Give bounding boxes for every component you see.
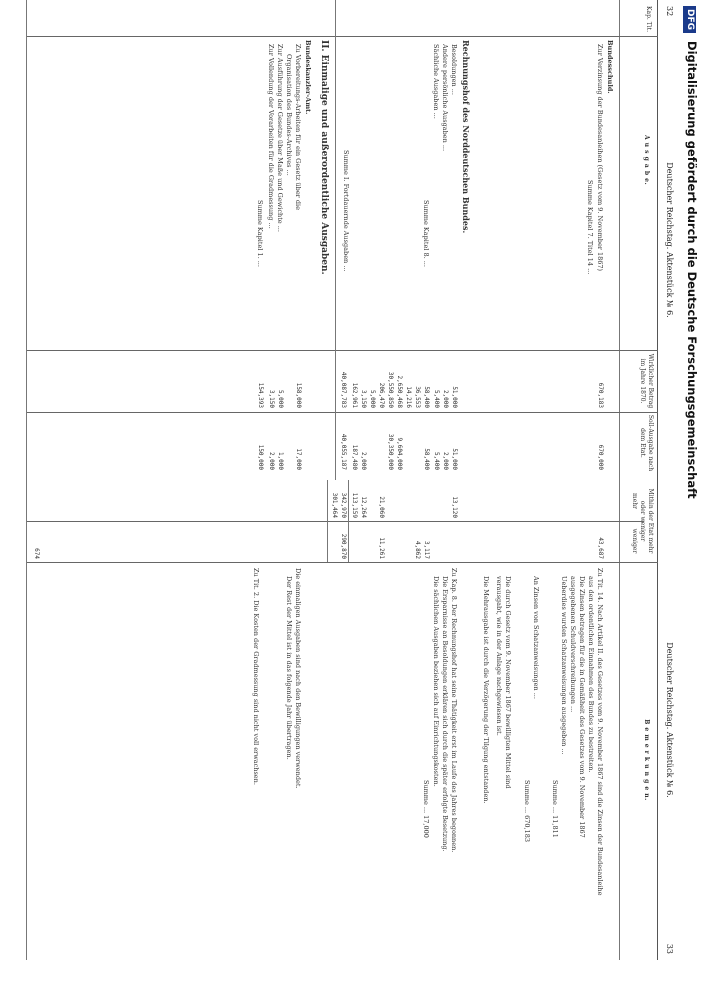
left-line: Bundeskanzler-Amt. (304, 40, 312, 115)
amount-weniger: 11,261 (378, 537, 385, 559)
col-head-weniger: weniger (631, 528, 638, 554)
right-line: Die sächlichen Ausgaben beziehen sich auf Einrichtungskosten. (432, 576, 440, 787)
right-col-divider-2 (26, 562, 658, 563)
left-line: Sächliche Ausgaben ... (432, 44, 440, 119)
left-line: Zu Vorbereitungs-Arbeiten für ein Gesetz über die (294, 44, 302, 210)
amount-mehr: 13,120 (451, 496, 458, 518)
left-line: Summe Kapitel 8. ... (422, 200, 430, 267)
amount-1870: 58,400 (423, 386, 430, 408)
amount-soll: 51,000 (451, 448, 458, 470)
col-head-bemerkungen: B e m e r k u n g e n. (643, 719, 650, 801)
watermark-text: Digitalisierung gefördert durch die Deutsche Forschungsgemeinschaft (685, 41, 699, 499)
amount-mehr: 113,159 (351, 492, 358, 518)
col-head-betrag-1870: Wirklicher Betrag im Jahre 1870. (639, 353, 654, 409)
amount-1870: 14,216 (405, 386, 412, 408)
right-line: Zu Tit. 2. Die Kosten der Gradmessung sind nicht voll erwachsen. (252, 568, 260, 785)
amount-weniger: 43,687 (597, 537, 604, 559)
left-line: Summe I. Fortdauernde Ausgaben ... (342, 150, 350, 272)
amount-1870: 30,550,850 (387, 371, 394, 408)
amount-mehr: 342,970 (340, 492, 347, 518)
amount-soll: 1,000 (277, 451, 284, 470)
amount-1870: 154,393 (257, 382, 264, 408)
left-summary-rule (335, 0, 336, 480)
amount-soll: 9,604,000 (396, 437, 403, 470)
right-line: Der Rest der Mittel ist in das folgende Jahr übertragen. (285, 576, 293, 760)
left-page (0, 0, 680, 480)
col-head-mehr-weniger: Mithin der Etat mehr oder weniger (639, 488, 654, 554)
left-line: Zur Verzinsung der Bundesanleihen (Gesetz vom 9. November 1867) (596, 44, 604, 272)
amount-mehr: 12,264 (360, 496, 367, 518)
right-line: Summe ... 670,183 (523, 780, 531, 843)
left-col-divider-1 (26, 36, 658, 37)
amount-1870: 5,400 (433, 389, 440, 408)
col-head-kap-tit: Kap. Tit. (645, 6, 652, 32)
left-line: Summe Kapitel 7. Titel 14 ... (586, 180, 594, 275)
right-page-title: Deutscher Reichstag. Aktenstück № 6. (665, 642, 674, 798)
left-col-divider-3 (26, 412, 658, 413)
left-line: Zur Vollendung der Vorarbeiten für die Gradmessung ... (267, 44, 275, 229)
right-line: verausgabt, wie in der Anlage nachgewiesen ist. (495, 576, 503, 736)
amount-1870: 206,470 (378, 382, 385, 408)
amount-1870: 670,183 (597, 382, 604, 408)
dfg-watermark (683, 6, 705, 986)
left-line: II. Einmalige und außerordentliche Ausgaben. (319, 40, 329, 275)
right-line: ausgegebenen Schuldverschreibungen ... (569, 576, 577, 713)
left-page-number: 32 (665, 6, 674, 17)
amount-1870: 40,087,783 (340, 371, 347, 408)
left-line: Besoldungen ... (450, 44, 458, 95)
amount-mehr: 301,464 (331, 492, 338, 518)
amount-1870: 3,150 (268, 389, 275, 408)
amount-weniger: 290,870 (340, 533, 347, 559)
right-line: Zu Tit. 14. Nach Artikel II. des Gesetzes vom 9. November 1867 sind die Zinsen der Bundesanleihe (596, 568, 604, 896)
right-line: Summe ... 17,000 (422, 780, 430, 838)
left-line: Summe Kapitel 1. ... (256, 200, 264, 267)
right-line: Die Zinsen betragen für die in Gemäßheit des Gesetzes vom 9. November 1867 (578, 576, 586, 838)
amount-1870: 158,000 (295, 382, 302, 408)
amount-1870: 36,553 (414, 386, 421, 408)
left-page-header (660, 0, 674, 480)
left-header-rule (657, 0, 658, 480)
right-line: Die durch Gesetz vom 9. November 1867 bewilligten Mittel sind (504, 576, 512, 789)
amount-weniger: 674 (33, 548, 40, 559)
amount-1870: 5,000 (277, 389, 284, 408)
right-col-divider-1 (26, 521, 644, 522)
left-col-divider-2 (26, 350, 658, 351)
left-line: Organisation des Bundes-Archives ... (285, 54, 293, 176)
right-line: Ueberdies wurden Schatzanweisungen ausgegeben ... (560, 576, 568, 755)
amount-soll: 2,000 (360, 451, 367, 470)
left-line: Bundesschuld. (606, 40, 614, 94)
amount-soll: 17,000 (295, 448, 302, 470)
right-header-rule (657, 480, 658, 960)
amount-weniger: 3,117 (423, 540, 430, 559)
amount-1870: 3,150 (360, 389, 367, 408)
right-line: Die Mehrausgabe ist durch die Verzögerung der Tilgung entstanden. (482, 576, 490, 804)
right-sum-rule-2 (327, 480, 328, 562)
col-head-ausgabe: A u s g a b e. (643, 134, 650, 186)
right-sum-rule (348, 480, 349, 562)
right-page-header (660, 480, 674, 960)
dfg-logo: DFG (683, 6, 696, 33)
left-line: Andere persönliche Ausgaben ... (441, 44, 449, 152)
right-page (0, 480, 680, 960)
amount-1870: 2,650,468 (396, 375, 403, 408)
amount-1870: 51,000 (451, 386, 458, 408)
amount-soll: 150,000 (257, 444, 264, 470)
right-line: Die Ersparnisse an Besoldungen erklären sich durch die später erfolgte Besetzung. (441, 576, 449, 852)
left-colhead-rule (619, 0, 620, 480)
amount-soll: 2,000 (442, 451, 449, 470)
amount-1870: 2,000 (442, 389, 449, 408)
right-bottom-rule (26, 480, 27, 960)
amount-soll: 58,400 (423, 448, 430, 470)
right-colhead-rule (619, 480, 620, 960)
left-bottom-rule (26, 0, 27, 480)
amount-1870: 5,000 (369, 389, 376, 408)
amount-soll: 2,000 (268, 451, 275, 470)
right-page-number: 33 (665, 943, 674, 954)
left-line: Zur Ausführung der Gesetze über Maße und Gewichte ... (276, 44, 284, 232)
amount-soll: 5,400 (433, 451, 440, 470)
col-head-mehr: mehr (631, 493, 638, 509)
right-line: Die einmaligen Ausgaben sind nach den Bewilligungen verwendet. (294, 568, 302, 789)
col-head-soll: Soll-Ausgabe nach dem Etat. (639, 414, 654, 472)
amount-mehr: 21,060 (378, 496, 385, 518)
right-line: Zu Kap. 8. Der Rechnungshof hat seine Thätigkeit erst im Laufe des Jahres begonnen. (450, 568, 458, 853)
amount-soll: 187,480 (351, 444, 358, 470)
amount-soll: 30,350,000 (387, 433, 394, 470)
right-line: aus den ordentlichen Einnahmen des Bundes zu bestreiten. (587, 576, 595, 773)
left-line: Rechnungshof des Norddeutschen Bundes. (461, 40, 471, 234)
left-page-title: Deutscher Reichstag. Aktenstück № 6. (665, 162, 674, 318)
right-line: Summe ... 11,811 (551, 780, 559, 838)
right-line: An Zinsen von Schatzanweisungen ... (532, 576, 540, 699)
amount-weniger: 4,862 (414, 540, 421, 559)
amount-soll: 40,055,187 (340, 433, 347, 470)
amount-1870: 162,961 (351, 382, 358, 408)
amount-soll: 670,000 (597, 444, 604, 470)
